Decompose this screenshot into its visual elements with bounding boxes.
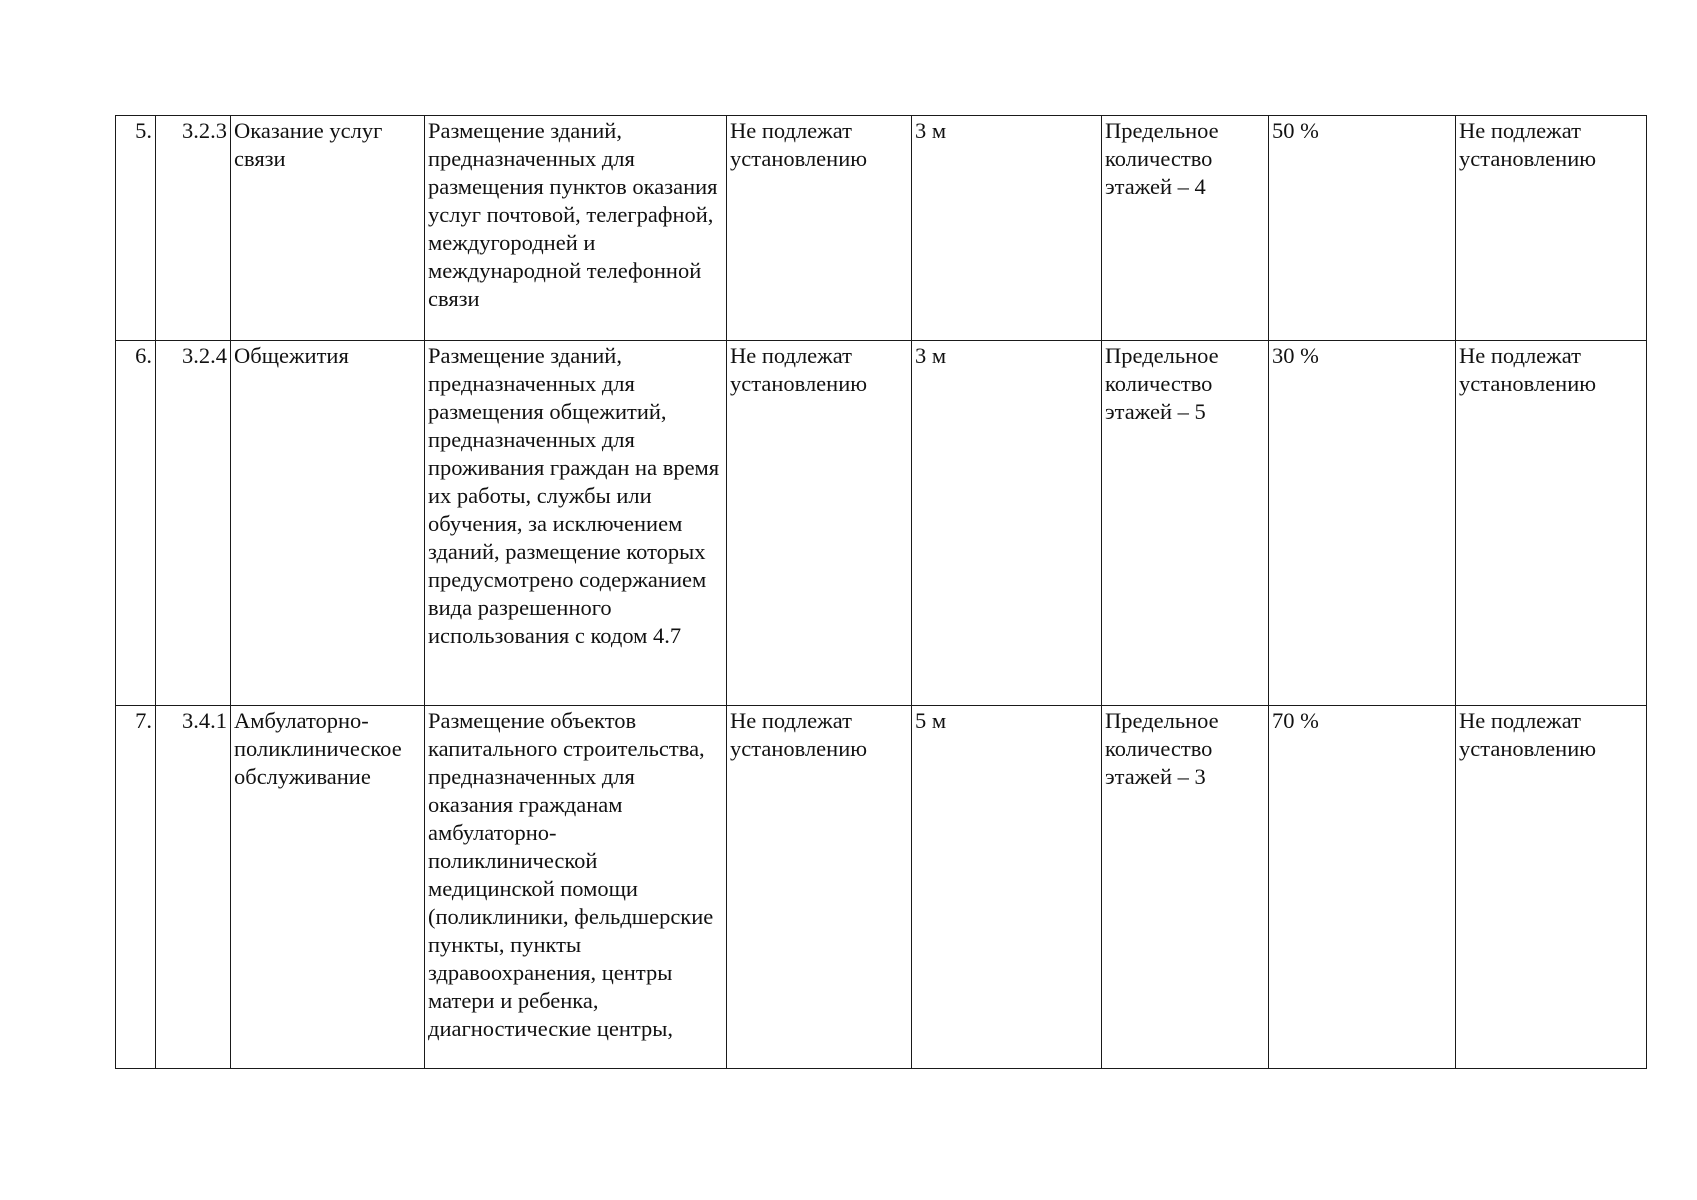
table-row xyxy=(116,706,1647,1069)
max-coverage: 70 % xyxy=(1269,706,1456,1069)
use-code: 3.2.4 xyxy=(156,341,231,706)
min-indent: 5 м xyxy=(912,706,1102,1069)
max-coverage: 30 % xyxy=(1269,341,1456,706)
plot-size: Не подлежат установлению xyxy=(727,706,912,1069)
plot-size: Не подлежат установлению xyxy=(727,116,912,341)
row-number: 6. xyxy=(116,341,156,706)
use-name: Общежития xyxy=(231,341,425,706)
min-indent: 3 м xyxy=(912,116,1102,341)
other-parameters: Не подлежат установлению xyxy=(1456,706,1647,1069)
other-parameters: Не подлежат установлению xyxy=(1456,341,1647,706)
max-coverage: 50 % xyxy=(1269,116,1456,341)
row-number: 5. xyxy=(116,116,156,341)
plot-size: Не подлежат установлению xyxy=(727,341,912,706)
min-indent: 3 м xyxy=(912,341,1102,706)
other-parameters: Не подлежат установлению xyxy=(1456,116,1647,341)
max-floors: Предельное количество этажей – 3 xyxy=(1102,706,1269,1069)
use-code: 3.4.1 xyxy=(156,706,231,1069)
use-description: Размещение зданий, предназначенных для размещения пунктов оказания услуг почтовой, телеграфной, междугородней и международной телефонной связи xyxy=(425,116,727,341)
use-code: 3.2.3 xyxy=(156,116,231,341)
use-description: Размещение объектов капитального строительства, предназначенных для оказания гражданам амбулаторно-поликлинической медицинской помощи (поликлиники, фельдшерские пункты, пункты здравоохранения, центры матери и ребенка, диагностические центры, xyxy=(425,706,727,1069)
row-number: 7. xyxy=(116,706,156,1069)
max-floors: Предельное количество этажей – 4 xyxy=(1102,116,1269,341)
use-description: Размещение зданий, предназначенных для размещения общежитий, предназначенных для проживания граждан на время их работы, службы или обучения, за исключением зданий, размещение которых предусмотрено содержанием вида разрешенного использования с кодом 4.7 xyxy=(425,341,727,706)
table-row xyxy=(116,116,1647,341)
use-name: Оказание услуг связи xyxy=(231,116,425,341)
use-name: Амбулаторно-поликлиническое обслуживание xyxy=(231,706,425,1069)
max-floors: Предельное количество этажей – 5 xyxy=(1102,341,1269,706)
table-row xyxy=(116,341,1647,706)
land-use-regulations-table xyxy=(115,115,1647,1069)
